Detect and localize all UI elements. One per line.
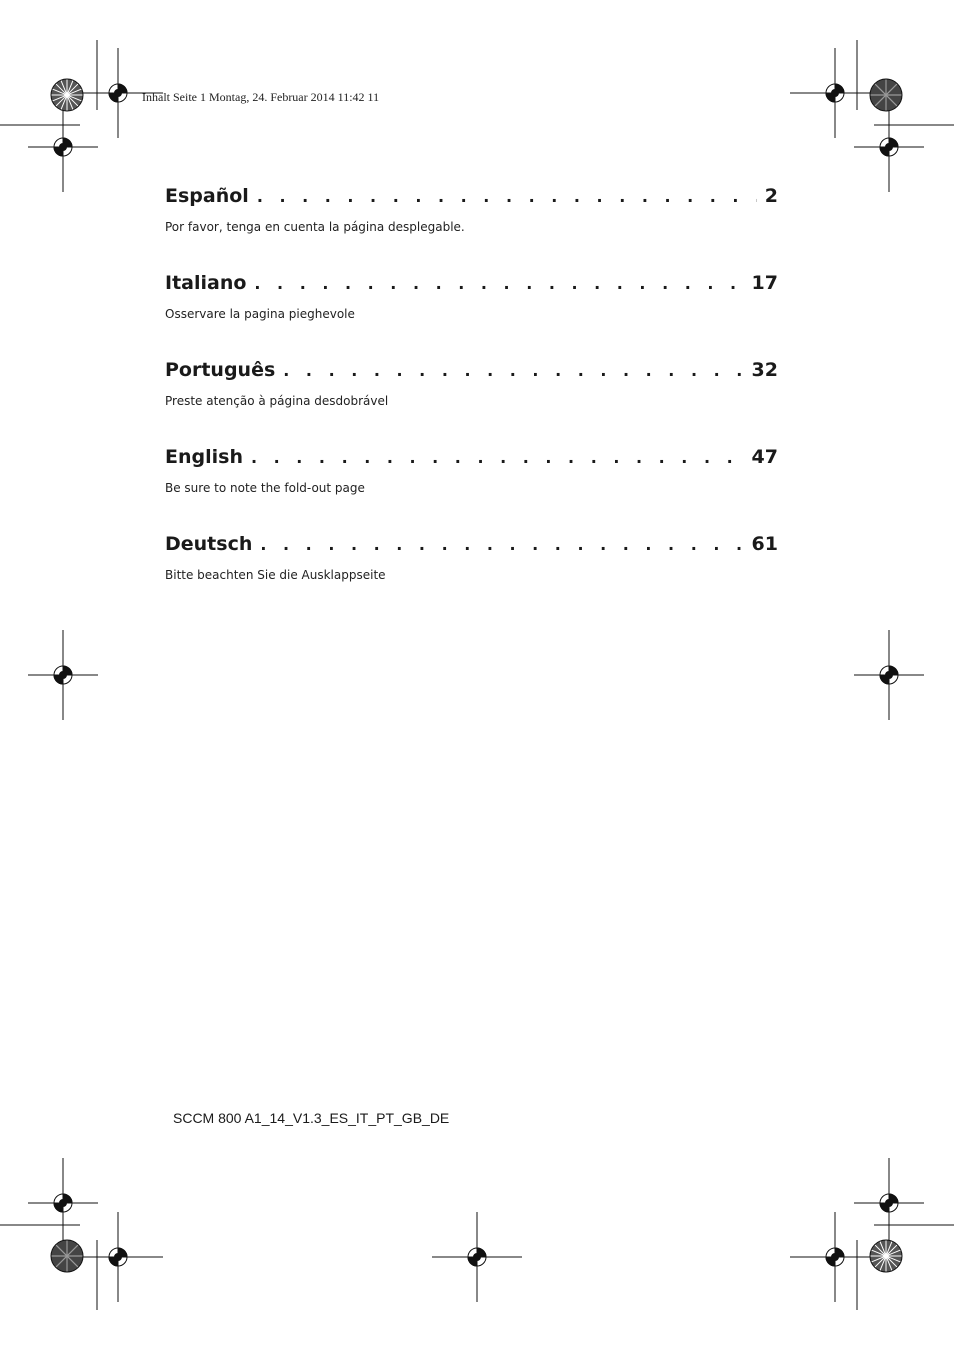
toc-entry-english[interactable] <box>165 446 778 533</box>
star-target-top-right <box>870 79 902 111</box>
toc-page-number: 2 <box>764 185 778 207</box>
crosshair-mark <box>790 48 880 138</box>
toc-entry-italiano[interactable] <box>165 272 778 359</box>
star-target-bottom-left <box>51 1240 83 1272</box>
toc-leader <box>254 274 743 293</box>
toc-leader <box>257 187 757 206</box>
toc-page-number: 61 <box>751 533 778 555</box>
crosshair-mark <box>854 630 924 720</box>
crosshair-mark <box>73 1212 163 1302</box>
toc-note: Preste atenção à página desdobrável <box>165 394 389 408</box>
toc-title: Deutsch <box>165 533 253 555</box>
crosshair-mark <box>28 102 98 192</box>
crosshair-mark <box>28 1158 98 1248</box>
print-slug: Inhalt Seite 1 Montag, 24. Februar 2014 11:42 11 <box>142 90 380 104</box>
toc-title: Español <box>165 185 249 207</box>
crosshair-mark <box>432 1212 522 1302</box>
toc-page-number: 32 <box>751 359 778 381</box>
toc-title: Português <box>165 359 276 381</box>
toc-title: English <box>165 446 243 468</box>
table-of-contents <box>165 185 778 620</box>
toc-page-number: 47 <box>751 446 778 468</box>
crosshair-mark <box>854 102 924 192</box>
toc-page-number: 17 <box>751 272 778 294</box>
toc-note: Bitte beachten Sie die Ausklappseite <box>165 568 386 582</box>
toc-note: Por favor, tenga en cuenta la página desplegable. <box>165 220 465 234</box>
toc-leader <box>283 361 743 380</box>
toc-leader <box>260 535 743 554</box>
star-target-top-left <box>51 79 83 111</box>
crosshair-mark <box>854 1158 924 1248</box>
toc-entry-deutsch[interactable] <box>165 533 778 620</box>
star-target-bottom-right <box>870 1240 902 1272</box>
toc-entry-portugues[interactable] <box>165 359 778 446</box>
toc-note: Osservare la pagina pieghevole <box>165 307 355 321</box>
toc-title: Italiano <box>165 272 247 294</box>
crosshair-mark <box>790 1212 880 1302</box>
toc-note: Be sure to note the fold-out page <box>165 481 365 495</box>
crosshair-mark <box>28 630 98 720</box>
toc-entry-espanol[interactable] <box>165 185 778 272</box>
toc-leader <box>251 448 744 467</box>
document-code: SCCM 800 A1_14_V1.3_ES_IT_PT_GB_DE <box>173 1110 450 1126</box>
